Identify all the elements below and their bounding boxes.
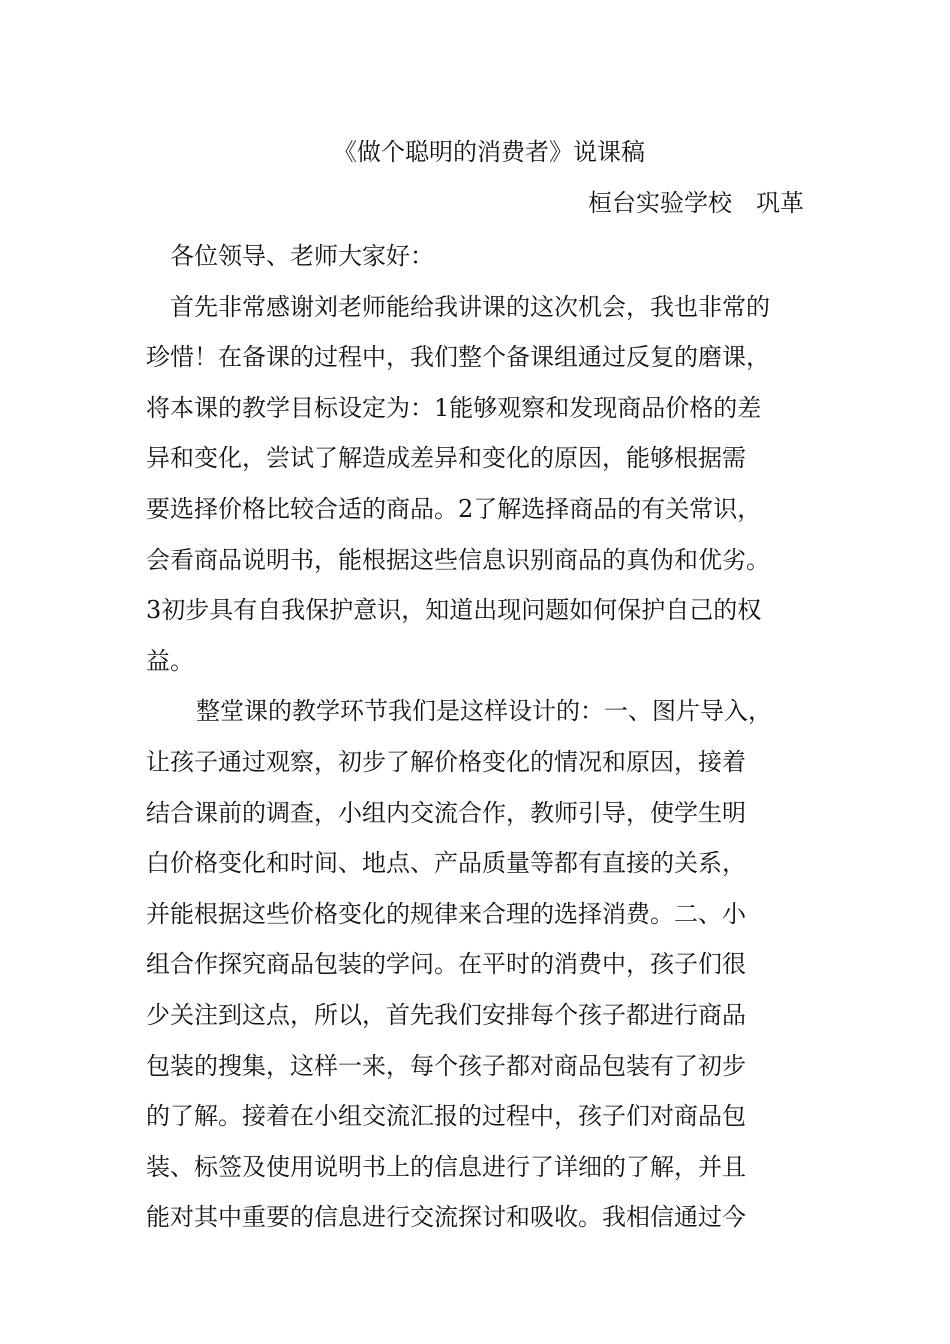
paragraph2-line: 装、标签及使用说明书上的信息进行了详细的了解，并且 [146, 1152, 746, 1181]
paragraph1-line: 会看商品说明书，能根据这些信息识别商品的真伪和优劣。 [146, 545, 770, 574]
paragraph2-line: 结合课前的调查，小组内交流合作，教师引导，使学生明 [146, 798, 746, 827]
paragraph1-line: 要选择价格比较合适的商品。2了解选择商品的有关常识， [146, 494, 762, 523]
paragraph2-line: 少关注到这点，所以，首先我们安排每个孩子都进行商品 [146, 1000, 746, 1029]
greeting-line: 各位领导、老师大家好： [170, 242, 434, 270]
paragraph2-line: 的了解。接着在小组交流汇报的过程中，孩子们对商品包 [146, 1102, 746, 1131]
paragraph2-line: 让孩子通过观察，初步了解价格变化的情况和原因，接着 [146, 747, 746, 776]
paragraph2-line: 整堂课的教学环节我们是这样设计的：一、图片导入， [196, 697, 772, 726]
paragraph2-line: 包装的搜集，这样一来，每个孩子都对商品包装有了初步 [146, 1051, 746, 1080]
document-title: 《做个聪明的消费者》说课稿 [333, 138, 645, 166]
paragraph1-line: 异和变化，尝试了解造成差异和变化的原因，能够根据需 [146, 444, 746, 473]
paragraph1-line: 首先非常感谢刘老师能给我讲课的这次机会，我也非常的 [170, 292, 770, 321]
document-body [146, 231, 808, 1243]
paragraph1-line: 益。 [146, 646, 194, 675]
paragraph1-line: 珍惜！在备课的过程中，我们整个备课组通过反复的磨课， [146, 343, 770, 372]
paragraph2-line: 并能根据这些价格变化的规律来合理的选择消费。二、小 [146, 899, 746, 928]
paragraph1-line: 3初步具有自我保护意识，知道出现问题如何保护自己的权 [146, 596, 762, 625]
paragraph2-line: 白价格变化和时间、地点、产品质量等都有直接的关系， [146, 849, 746, 878]
document-author: 桓台实验学校 巩革 [588, 189, 804, 217]
paragraph2-line: 能对其中重要的信息进行交流探讨和吸收。我相信通过今 [146, 1203, 746, 1232]
paragraph1-line: 将本课的教学目标设定为：1能够观察和发现商品价格的差 [146, 393, 762, 422]
paragraph2-line: 组合作探究商品包装的学问。在平时的消费中，孩子们很 [146, 950, 746, 979]
